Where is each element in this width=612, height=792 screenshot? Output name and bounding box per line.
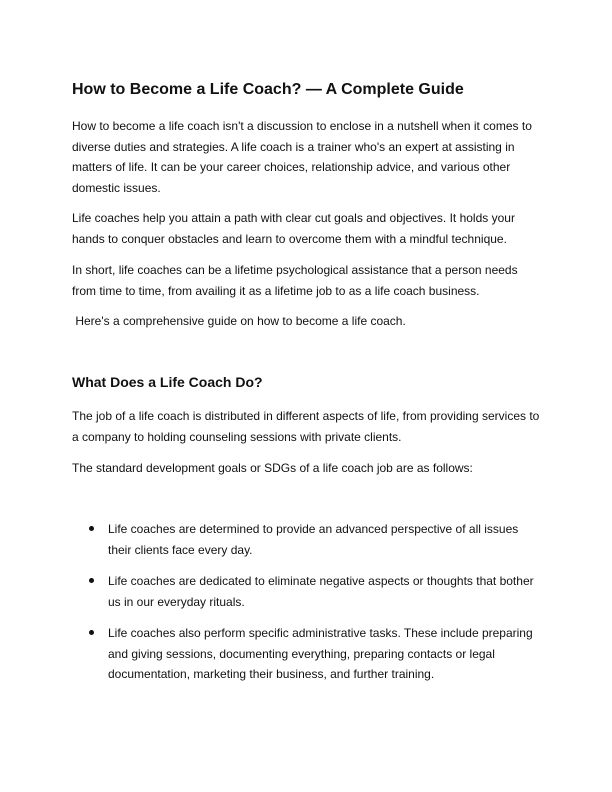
text-line: hands to conquer obstacles and learn to overcome them with a mindful technique. (72, 232, 507, 246)
text-line: Here's a comprehensive guide on how to become a life coach. (72, 314, 406, 328)
bullet-icon (89, 578, 94, 583)
text-line: us in our everyday rituals. (108, 595, 245, 609)
bullet-icon (89, 630, 94, 635)
text-line: In short, life coaches can be a lifetime psychological assistance that a person needs (72, 263, 518, 277)
text-line: and giving sessions, documenting everything, preparing contacts or legal (108, 647, 495, 661)
text-line: from time to time, from availing it as a lifetime job to as a life coach business. (72, 284, 480, 298)
text-line: Life coaches help you attain a path with clear cut goals and objectives. It holds your (72, 211, 515, 225)
text-line: How to become a life coach isn't a discussion to enclose in a nutshell when it comes to (72, 119, 532, 133)
text-line: documentation, marketing their business, and further training. (108, 667, 435, 681)
bullet-icon (89, 526, 94, 531)
text-line: Life coaches are dedicated to eliminate negative aspects or thoughts that bother (108, 574, 534, 588)
text-line: The job of a life coach is distributed in different aspects of life, from providing services to (72, 409, 540, 423)
text-line: Life coaches are determined to provide an advanced perspective of all issues (108, 522, 519, 536)
text-line: Life coaches also perform specific administrative tasks. These include preparing (108, 626, 533, 640)
text-line: domestic issues. (72, 181, 161, 195)
page-title: How to Become a Life Coach? — A Complete Guide (72, 81, 464, 98)
text-line: their clients face every day. (108, 543, 253, 557)
text-line: a company to holding counseling sessions with private clients. (72, 430, 402, 444)
section-heading: What Does a Life Coach Do? (72, 374, 263, 390)
text-line: diverse duties and strategies. A life coach is a trainer who's an expert at assisting in (72, 140, 515, 154)
text-line: The standard development goals or SDGs of a life coach job are as follows: (72, 461, 473, 475)
text-line: matters of life. It can be your career choices, relationship advice, and various other (72, 160, 511, 174)
